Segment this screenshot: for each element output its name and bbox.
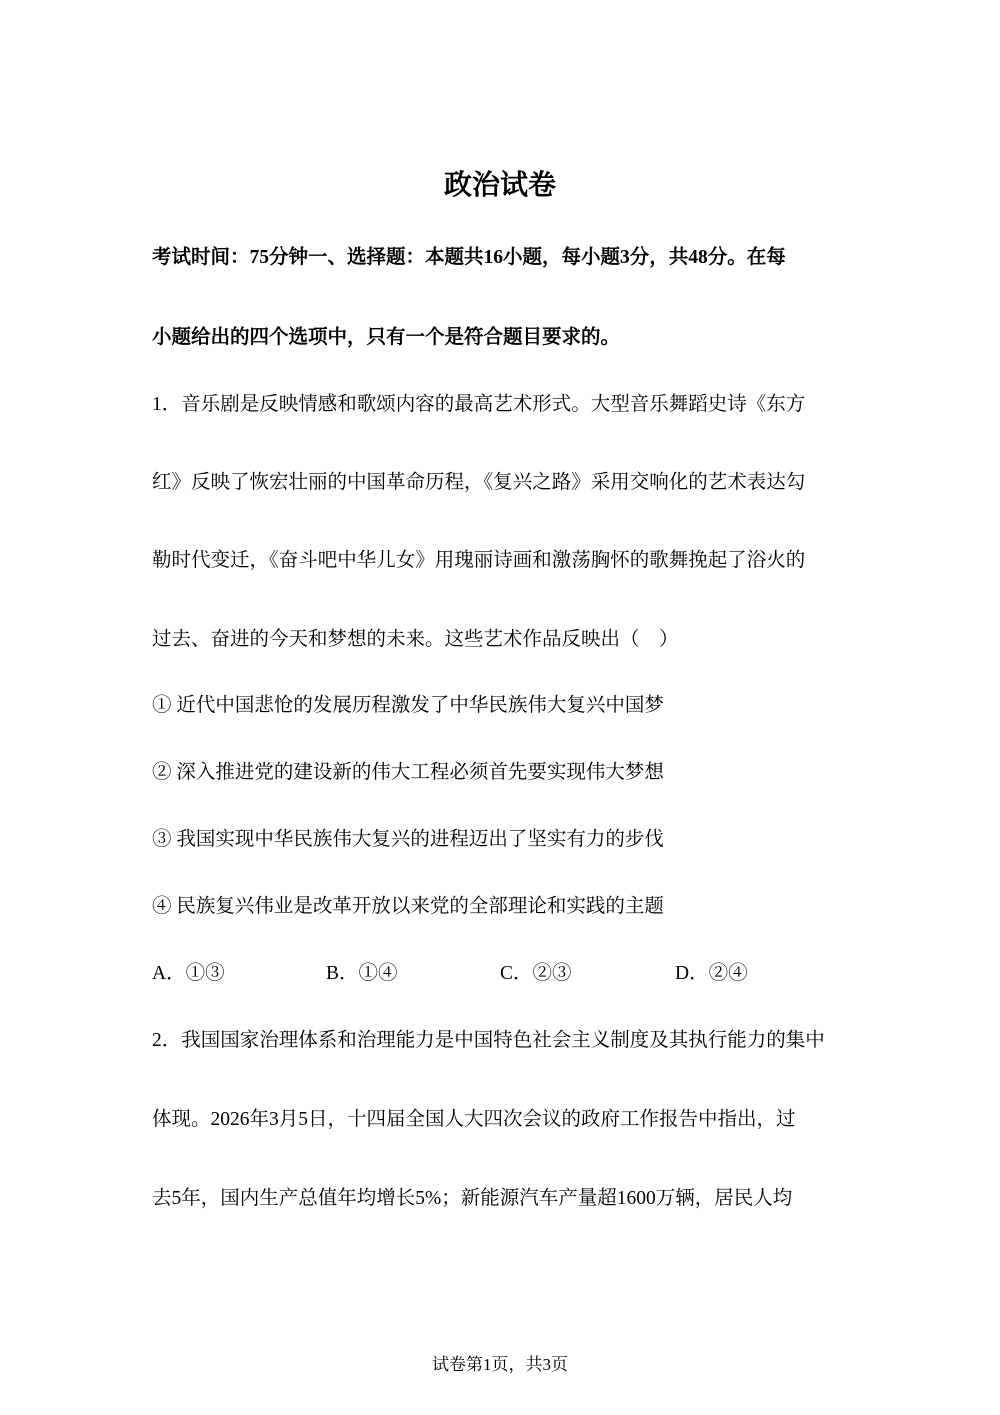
q1-statement-1: ① 近代中国悲怆的发展历程激发了中华民族伟大复兴中国梦 xyxy=(152,695,664,716)
q1-stem-line-1: 1．音乐剧是反映情感和歌颂内容的最高艺术形式。大型音乐舞蹈史诗《东方 xyxy=(152,394,806,415)
q2-stem-line-2: 体现。2026年3月5日，十四届全国人大四次会议的政府工作报告中指出，过 xyxy=(152,1109,796,1130)
q2-stem-line-1: 2．我国国家治理体系和治理能力是中国特色社会主义制度及其执行能力的集中 xyxy=(152,1030,825,1051)
q1-option-c: C．②③ xyxy=(500,963,572,984)
q1-statement-4: ④ 民族复兴伟业是改革开放以来党的全部理论和实践的主题 xyxy=(152,896,664,917)
q1-option-a: A．①③ xyxy=(152,963,225,984)
q1-option-b: B．①④ xyxy=(326,963,398,984)
q1-statement-3: ③ 我国实现中华民族伟大复兴的进程迈出了坚实有力的步伐 xyxy=(152,829,664,850)
q1-stem-line-4: 过去、奋进的今天和梦想的未来。这些艺术作品反映出（ ） xyxy=(152,629,679,650)
q1-statement-2: ② 深入推进党的建设新的伟大工程必须首先要实现伟大梦想 xyxy=(152,762,664,783)
q1-option-d: D．②④ xyxy=(675,963,748,984)
q2-stem-line-3: 去5年，国内生产总值年均增长5%；新能源汽车产量超1600万辆，居民人均 xyxy=(152,1188,793,1209)
instructions-line-1: 考试时间：75分钟一、选择题：本题共16小题，每小题3分，共48分。在每 xyxy=(152,247,786,268)
instructions-line-2: 小题给出的四个选项中，只有一个是符合题目要求的。 xyxy=(152,327,621,348)
q1-stem-line-3: 勒时代变迁，《奋斗吧中华儿女》用瑰丽诗画和激荡胸怀的歌舞挽起了浴火的 xyxy=(152,550,806,571)
page-title: 政治试卷 xyxy=(443,170,556,201)
page-footer: 试卷第1页，共3页 xyxy=(432,1355,568,1374)
q1-stem-line-2: 红》反映了恢宏壮丽的中国革命历程，《复兴之路》采用交响化的艺术表达勾 xyxy=(152,472,806,493)
